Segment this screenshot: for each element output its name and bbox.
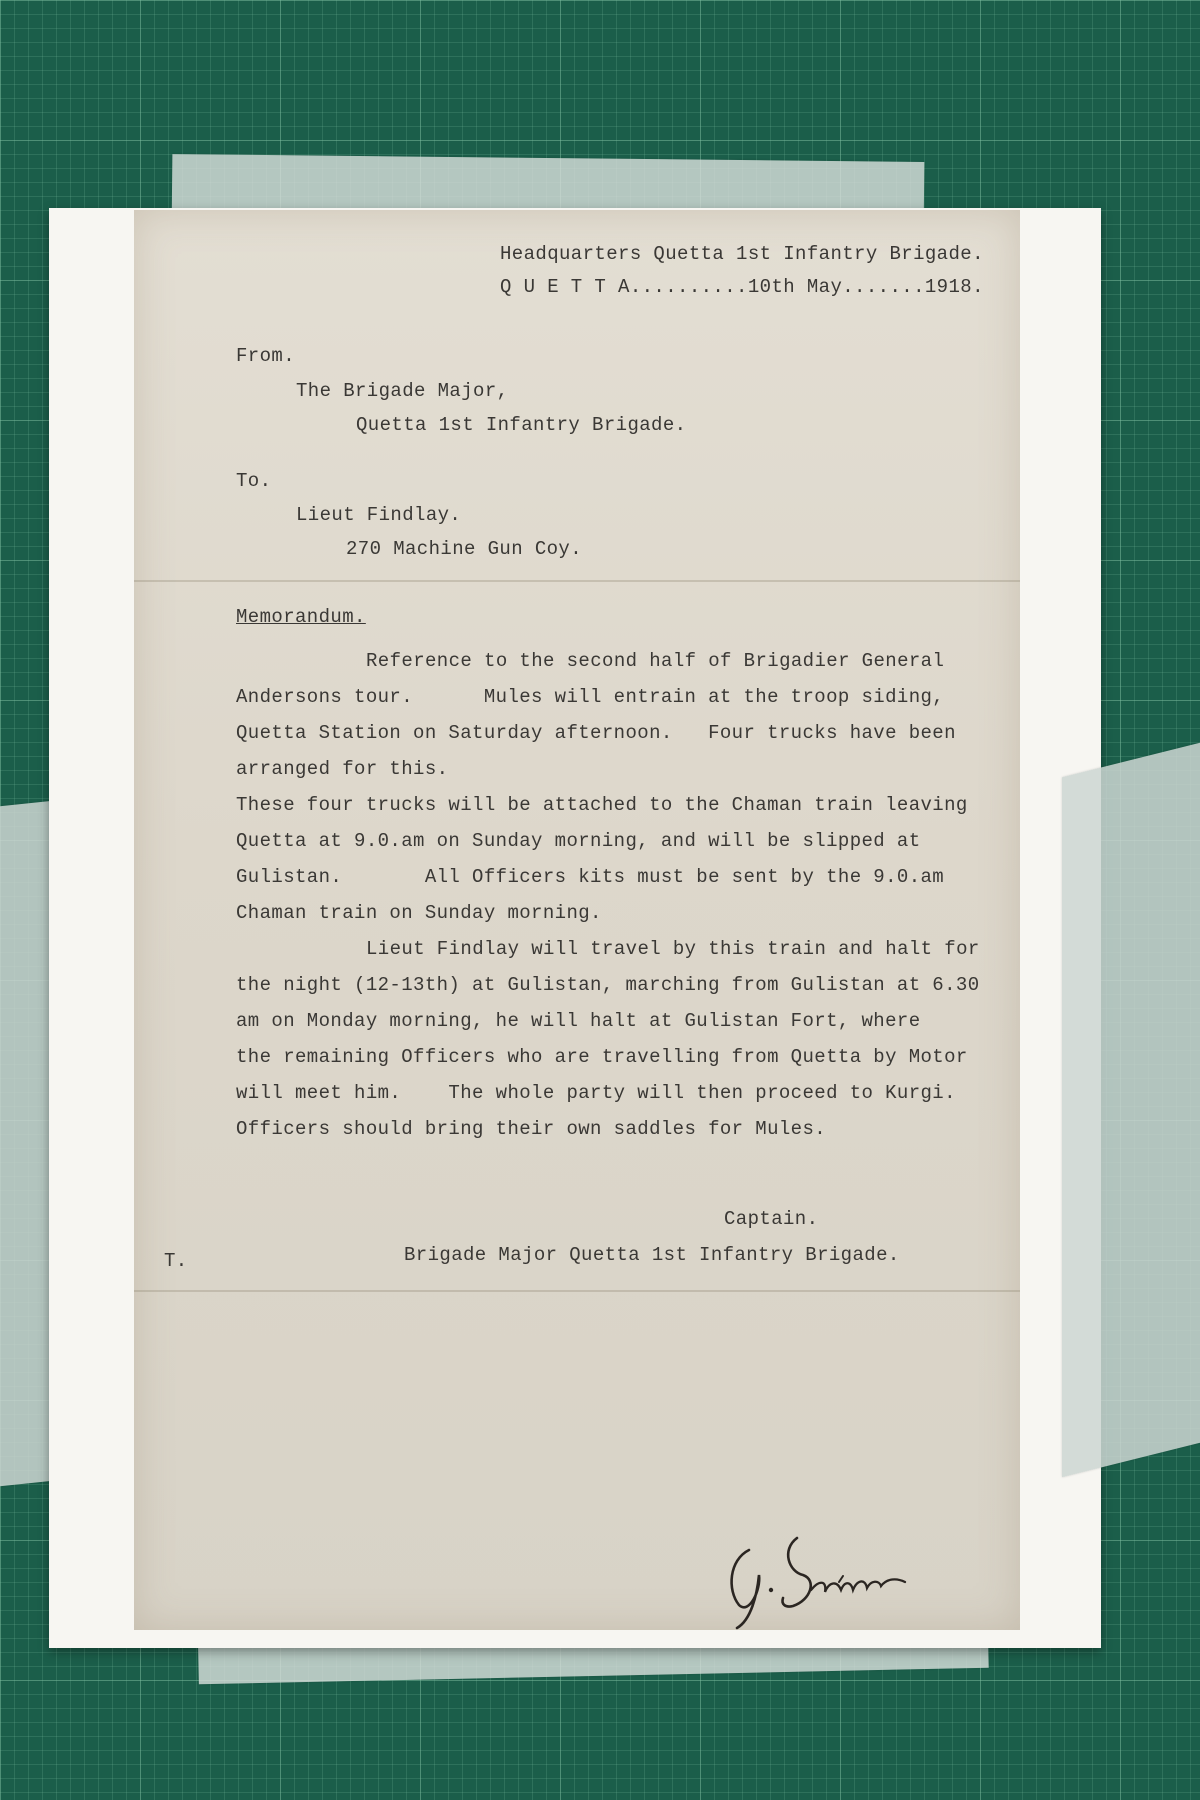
- paper-fold-line: [134, 1290, 1020, 1292]
- memo-line: the night (12-13th) at Gulistan, marching from Gulistan at 6.30: [236, 974, 980, 996]
- memo-line: Quetta at 9.0.am on Sunday morning, and will be slipped at: [236, 830, 921, 852]
- memo-line: Quetta Station on Saturday afternoon. Four trucks have been: [236, 722, 956, 744]
- letterhead-place-date: Q U E T T A..........10th May.......1918.: [500, 276, 984, 298]
- to-line-2: 270 Machine Gun Coy.: [346, 538, 583, 560]
- typist-mark: T.: [164, 1250, 188, 1272]
- from-line-1: The Brigade Major,: [296, 380, 509, 402]
- memo-line: Chaman train on Sunday morning.: [236, 902, 602, 924]
- to-label: To.: [236, 470, 272, 492]
- memo-line: the remaining Officers who are travelling from Quetta by Motor: [236, 1046, 968, 1068]
- memo-line: am on Monday morning, he will halt at Gulistan Fort, where: [236, 1010, 921, 1032]
- memo-line: Gulistan. All Officers kits must be sent by the 9.0.am: [236, 866, 945, 888]
- paper-fold-line: [134, 580, 1020, 582]
- letter-paper: [134, 210, 1020, 1630]
- memo-line: Andersons tour. Mules will entrain at the troop siding,: [236, 686, 945, 708]
- signature-rank: Captain.: [724, 1208, 819, 1230]
- memo-line: Lieut Findlay will travel by this train and halt for: [366, 938, 980, 960]
- memo-line: Officers should bring their own saddles for Mules.: [236, 1118, 827, 1140]
- from-line-2: Quetta 1st Infantry Brigade.: [356, 414, 687, 436]
- masking-tape-right: [1062, 743, 1200, 1477]
- memo-line: Reference to the second half of Brigadier General: [366, 650, 945, 672]
- signature-title: Brigade Major Quetta 1st Infantry Brigade.: [404, 1244, 900, 1266]
- to-line-1: Lieut Findlay.: [296, 504, 462, 526]
- memo-line: These four trucks will be attached to the Chaman train leaving: [236, 794, 968, 816]
- handwritten-signature: [719, 1520, 919, 1630]
- memo-heading: Memorandum.: [236, 606, 366, 628]
- memo-line: will meet him. The whole party will then proceed to Kurgi.: [236, 1082, 956, 1104]
- memo-line: arranged for this.: [236, 758, 449, 780]
- letterhead-headquarters: Headquarters Quetta 1st Infantry Brigade.: [500, 243, 984, 265]
- from-label: From.: [236, 345, 296, 367]
